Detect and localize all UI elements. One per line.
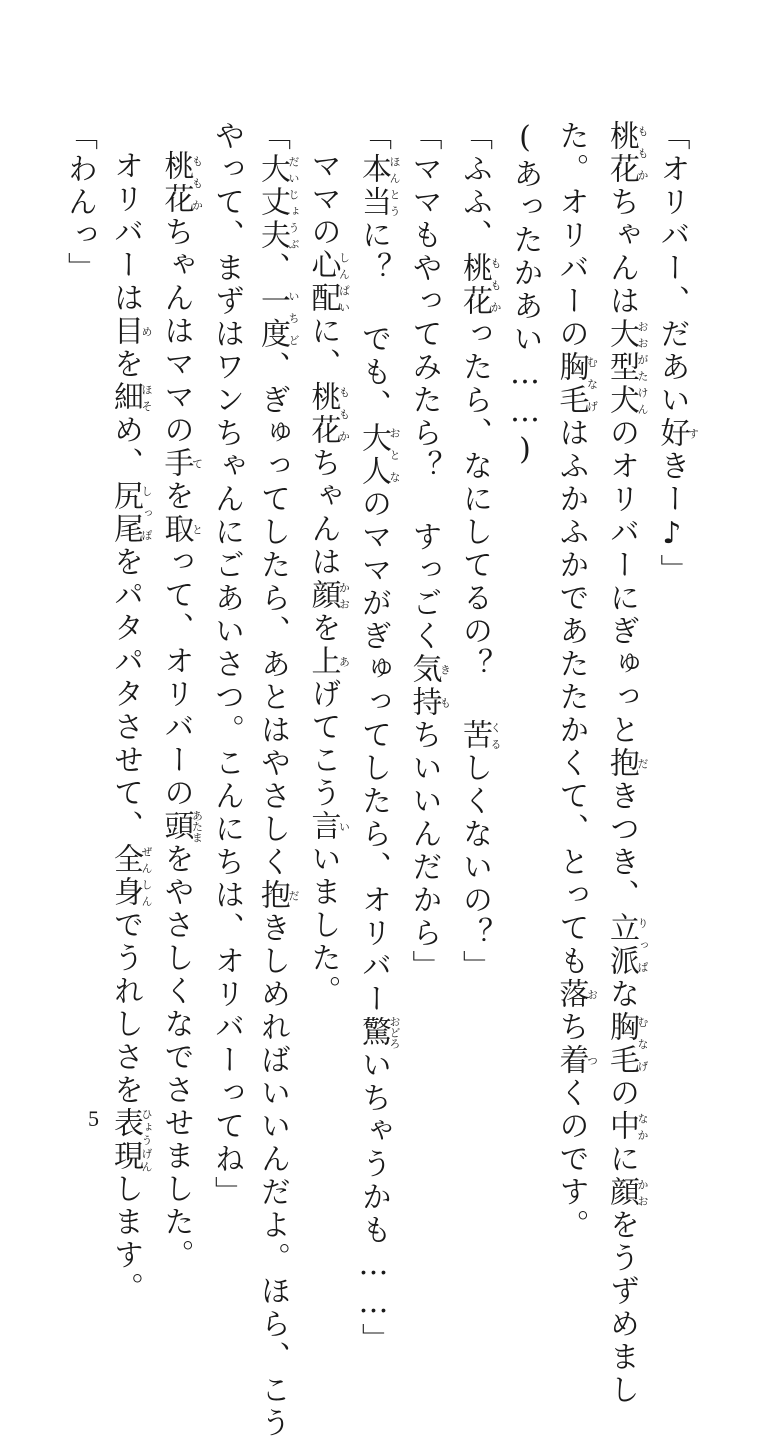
furigana: かお (337, 579, 351, 612)
ruby-word: 落お (553, 978, 599, 1011)
furigana: なか (636, 1110, 649, 1143)
furigana: くる (489, 719, 502, 752)
furigana: ひょうげん (140, 1107, 153, 1173)
text-segment: に、 (305, 315, 341, 381)
ruby-word: 桃花ももか (604, 120, 649, 186)
text-segment: きしめればいいんだよ。ほら、こう (255, 912, 290, 1440)
text-line (649, 120, 700, 1080)
furigana: おおがたけん (636, 318, 649, 417)
furigana: め (140, 315, 153, 348)
text-segment: げてこう (305, 678, 341, 810)
furigana: りっぱ (636, 912, 649, 978)
text-segment: やって、まずはワンちゃんにごあいさつ。こんにちは、オリバーってね」 (209, 120, 244, 1209)
text-line (548, 120, 599, 1242)
ruby-word: 顔かお (305, 579, 351, 612)
furigana: ももか (489, 252, 502, 318)
text-segment: 「わんっ」 (62, 120, 97, 285)
ruby-word: 大丈夫だいじょうぶ (255, 153, 300, 252)
furigana: い (337, 810, 351, 843)
furigana: つ (585, 1044, 599, 1077)
ruby-word: 表現ひょうげん (108, 1107, 153, 1173)
ruby-word: 好す (654, 417, 700, 450)
furigana: だ (636, 747, 649, 780)
text-line (451, 120, 502, 1080)
text-segment: します。 (108, 1173, 143, 1305)
ruby-word: 心配しんぱい (305, 249, 351, 315)
furigana: きも (438, 653, 452, 719)
text-segment: をうずめまし (604, 1209, 639, 1407)
furigana: ほんとう (388, 153, 401, 219)
text-line (401, 120, 452, 1080)
body-text-vertical (56, 120, 700, 1440)
text-segment: 「オリバー、だあい (654, 120, 690, 417)
text-segment: のオリバーにぎゅっと (604, 417, 639, 747)
ruby-word: 着つ (553, 1044, 599, 1077)
furigana: ほそ (140, 381, 153, 414)
text-segment: を (158, 480, 194, 513)
text-segment: ちゃんはママの (158, 216, 194, 447)
furigana: だいじょうぶ (287, 153, 300, 252)
furigana: むなげ (636, 1011, 649, 1077)
ruby-word: 大人おとな (356, 422, 401, 488)
furigana: ももか (190, 150, 204, 216)
ruby-word: 言い (305, 810, 351, 843)
ruby-word: 顔かお (604, 1176, 649, 1209)
furigana: しっぽ (140, 480, 153, 546)
text-segment: ママの (305, 150, 341, 249)
ruby-word: 桃花ももか (305, 381, 351, 447)
text-segment: いました。 (305, 843, 341, 1008)
text-segment: を (108, 348, 143, 381)
furigana: おどろ (388, 1016, 401, 1049)
ruby-word: 胸毛むなげ (604, 1011, 649, 1077)
text-segment: はふかふかであたたかくて、とっても (553, 417, 589, 978)
ruby-word: 立派りっぱ (604, 912, 649, 978)
text-segment: に (604, 1143, 639, 1176)
ruby-word: 抱だ (604, 747, 649, 780)
ruby-word: 苦くる (457, 719, 502, 752)
ruby-word: 抱だ (255, 879, 300, 912)
text-segment: (あったかあい……) (507, 120, 543, 470)
ruby-word: 中なか (604, 1110, 649, 1143)
text-segment: た。オリバーの (553, 120, 589, 351)
ruby-word: 桃花ももか (158, 150, 204, 216)
ruby-word: 手て (158, 447, 204, 480)
text-segment: くのです。 (553, 1077, 589, 1242)
furigana: お (585, 978, 599, 1011)
text-segment: 「 (356, 120, 391, 153)
ruby-word: 頭あたま (158, 810, 204, 843)
furigana: いちど (287, 285, 300, 351)
furigana: あたま (190, 810, 204, 843)
text-segment: め、 (108, 414, 143, 480)
ruby-word: 目め (108, 315, 153, 348)
text-segment: 「 (255, 120, 290, 153)
text-segment: 「ママもやってみたら？ すっごく (406, 120, 442, 653)
text-segment: ったら、なにしてるの？ (457, 318, 492, 719)
text-segment: を (305, 612, 341, 645)
furigana: ももか (337, 381, 351, 447)
ruby-word: 本当ほんとう (356, 153, 401, 219)
text-segment: 、ぎゅってしたら、あとはやさしく (255, 351, 290, 879)
text-segment: の (604, 1077, 639, 1110)
text-line (153, 120, 204, 1272)
page-number: 5 (88, 1106, 99, 1131)
ruby-word: 尻尾しっぽ (108, 480, 153, 546)
text-line (56, 120, 102, 1080)
ruby-word: 桃花ももか (457, 252, 502, 318)
text-segment: しくないの？」 (457, 752, 492, 983)
text-segment: ちゃんは (305, 447, 341, 579)
furigana: て (190, 447, 204, 480)
ruby-word: 胸毛むなげ (553, 351, 599, 417)
text-line (203, 120, 249, 1209)
text-segment: のママがぎゅってしたら、オリバー (356, 488, 391, 1016)
text-segment: 「ふふ、 (457, 120, 492, 252)
text-segment: きー♪」 (654, 450, 690, 587)
furigana: ぜんしん (140, 843, 153, 909)
text-segment: に？ でも、 (356, 219, 391, 422)
text-segment: でうれしさを (108, 909, 143, 1107)
text-segment: オリバーは (108, 150, 143, 315)
ruby-word: 細ほそ (108, 381, 153, 414)
text-line (598, 120, 649, 1407)
text-line (102, 120, 153, 1305)
ruby-word: 取と (158, 513, 204, 546)
text-line (502, 120, 548, 1080)
ruby-word: 上あ (305, 645, 351, 678)
furigana: だ (287, 879, 300, 912)
text-segment: って、オリバーの (158, 546, 194, 810)
text-segment: をパタパタさせて、 (108, 546, 143, 843)
text-line (350, 120, 401, 1356)
text-segment: ち (553, 1011, 589, 1044)
furigana: ももか (636, 120, 649, 186)
text-line (300, 120, 351, 1080)
furigana: あ (337, 645, 351, 678)
ruby-word: 一度いちど (255, 285, 300, 351)
text-segment: きつき、 (604, 780, 639, 912)
furigana: かお (636, 1176, 649, 1209)
text-segment: な (604, 978, 639, 1011)
ruby-word: 気持きも (406, 653, 452, 719)
text-segment: いちゃうかも……」 (356, 1049, 391, 1356)
furigana: す (686, 417, 700, 450)
text-segment: 、 (255, 252, 290, 285)
furigana: と (190, 513, 204, 546)
furigana: おとな (388, 422, 401, 488)
ruby-word: 大型犬おおがたけん (604, 318, 649, 417)
text-segment: ちゃんは (604, 186, 639, 318)
text-segment: をやさしくなでさせました。 (158, 843, 194, 1272)
text-segment: ちいいんだから」 (406, 719, 442, 983)
ruby-word: 驚おどろ (356, 1016, 401, 1049)
ruby-word: 全身ぜんしん (108, 843, 153, 909)
furigana: しんぱい (337, 249, 351, 315)
furigana: むなげ (585, 351, 599, 417)
text-line (249, 120, 300, 1440)
